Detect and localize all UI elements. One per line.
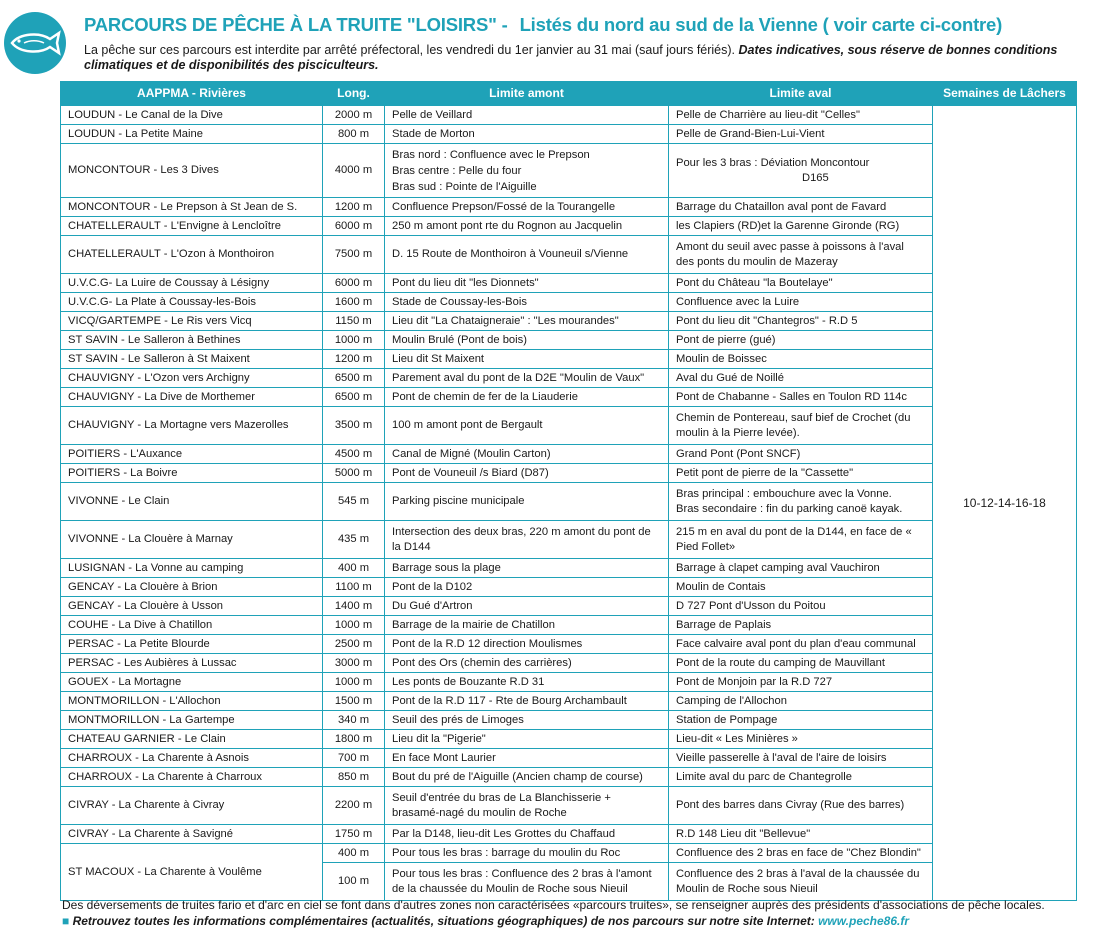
cell-amont: Pont de la D102 (385, 578, 669, 597)
cell-long: 2000 m (323, 106, 385, 125)
table-row (61, 236, 1077, 274)
cell-aval: Station de Pompage (669, 711, 933, 730)
cell-amont: En face Mont Laurier (385, 749, 669, 768)
table-row (61, 274, 1077, 293)
table-row (61, 407, 1077, 445)
cell-aappma: MONCONTOUR - Le Prepson à St Jean de S. (61, 198, 323, 217)
cell-amont: Parking piscine municipale (385, 483, 669, 521)
cell-aval-line: Bras principal : embouchure avec la Vonne. (676, 487, 892, 500)
trout-icon (4, 12, 66, 74)
cell-aval: Pont du lieu dit "Chantegros" - R.D 5 (669, 312, 933, 331)
cell-aappma: POITIERS - La Boivre (61, 464, 323, 483)
table-row (61, 597, 1077, 616)
page-title (84, 14, 1002, 36)
cell-aval: Pont de la route du camping de Mauvillant (669, 654, 933, 673)
cell-aval: Moulin de Boissec (669, 350, 933, 369)
cell-long: 2200 m (323, 787, 385, 825)
table-row (61, 312, 1077, 331)
cell-aval: 215 m en aval du pont de la D144, en face de « Pied Follet» (669, 521, 933, 559)
intro-rule: La pêche sur ces parcours est interdite par arrêté préfectoral, les vendredi du 1er janvier au 31 mai (sauf jours fériés). (84, 43, 736, 57)
cell-aval: Chemin de Pontereau, sauf bief de Crochet (du moulin à la Pierre levée). (669, 407, 933, 445)
table-row (61, 635, 1077, 654)
cell-long: 1000 m (323, 673, 385, 692)
cell-amont: Seuil d'entrée du bras de La Blanchisserie + brasamé-nagé du moulin de Roche (385, 787, 669, 825)
cell-long: 4000 m (323, 144, 385, 198)
table-row (61, 293, 1077, 312)
cell-aval: Grand Pont (Pont SNCF) (669, 445, 933, 464)
cell-aappma: VIVONNE - La Clouère à Marnay (61, 521, 323, 559)
cell-amont: Confluence Prepson/Fossé de la Tourangelle (385, 198, 669, 217)
cell-long: 1000 m (323, 331, 385, 350)
cell-long: 7500 m (323, 236, 385, 274)
cell-amont: Canal de Migné (Moulin Carton) (385, 445, 669, 464)
table-row (61, 559, 1077, 578)
cell-aappma: PERSAC - Les Aubières à Lussac (61, 654, 323, 673)
table-row (61, 388, 1077, 407)
header-aappma: AAPPMA - Rivières (61, 82, 323, 106)
cell-long: 340 m (323, 711, 385, 730)
cell-aappma: POITIERS - L'Auxance (61, 445, 323, 464)
cell-long: 3500 m (323, 407, 385, 445)
cell-aval: Face calvaire aval pont du plan d'eau communal (669, 635, 933, 654)
cell-aval: Lieu-dit « Les Minières » (669, 730, 933, 749)
cell-amont: Pont de Vouneuil /s Biard (D87) (385, 464, 669, 483)
cell-long: 400 m (323, 844, 385, 863)
cell-aval: Barrage de Paplais (669, 616, 933, 635)
cell-aappma: MONCONTOUR - Les 3 Dives (61, 144, 323, 198)
cell-amont: Lieu dit la "Pigerie" (385, 730, 669, 749)
cell-aappma: U.V.C.G- La Plate à Coussay-les-Bois (61, 293, 323, 312)
cell-aappma: CIVRAY - La Charente à Savigné (61, 825, 323, 844)
cell-amont: Pont de chemin de fer de la Liauderie (385, 388, 669, 407)
cell-amont-line: Bras sud : Pointe de l'Aiguille (392, 180, 537, 193)
table-row (61, 369, 1077, 388)
cell-aappma: COUHE - La Dive à Chatillon (61, 616, 323, 635)
cell-amont: Seuil des prés de Limoges (385, 711, 669, 730)
cell-amont (385, 144, 669, 198)
table-row (61, 673, 1077, 692)
cell-aval: R.D 148 Lieu dit "Bellevue" (669, 825, 933, 844)
cell-aval: Pont des barres dans Civray (Rue des barres) (669, 787, 933, 825)
cell-amont: Pont de la R.D 12 direction Moulismes (385, 635, 669, 654)
header-amont: Limite amont (385, 82, 669, 106)
cell-long: 400 m (323, 559, 385, 578)
cell-aappma: ST SAVIN - Le Salleron à St Maixent (61, 350, 323, 369)
table-row (61, 616, 1077, 635)
cell-amont: Par la D148, lieu-dit Les Grottes du Chaffaud (385, 825, 669, 844)
cell-aval (669, 144, 933, 198)
cell-long: 5000 m (323, 464, 385, 483)
cell-aval: les Clapiers (RD)et la Garenne Gironde (RG) (669, 217, 933, 236)
footer-website-text: Retrouvez toutes les informations complémentaires (actualités, situations géographiques) de nos parcours sur notre site Internet: (72, 914, 815, 928)
routes-table (60, 81, 1077, 901)
table-row (61, 445, 1077, 464)
table-row (61, 654, 1077, 673)
table-row (61, 125, 1077, 144)
table-row (61, 730, 1077, 749)
cell-long: 1200 m (323, 198, 385, 217)
cell-amont: Pont du lieu dit "les Dionnets" (385, 274, 669, 293)
cell-amont: Lieu dit St Maixent (385, 350, 669, 369)
cell-aval: Pelle de Charrière au lieu-dit "Celles" (669, 106, 933, 125)
cell-long: 100 m (323, 863, 385, 901)
cell-aval: Amont du seuil avec passe à poissons à l'aval des ponts du moulin de Mazeray (669, 236, 933, 274)
cell-long: 1100 m (323, 578, 385, 597)
cell-aappma: PERSAC - La Petite Blourde (61, 635, 323, 654)
table-row (61, 749, 1077, 768)
cell-long: 1600 m (323, 293, 385, 312)
cell-aval: Vieille passerelle à l'aval de l'aire de loisirs (669, 749, 933, 768)
cell-aappma: GENCAY - La Clouère à Usson (61, 597, 323, 616)
cell-aappma: CHATELLERAULT - L'Envigne à Lencloître (61, 217, 323, 236)
cell-long: 4500 m (323, 445, 385, 464)
table-row (61, 787, 1077, 825)
table-row (61, 331, 1077, 350)
table-row (61, 217, 1077, 236)
cell-long: 800 m (323, 125, 385, 144)
cell-aval: Confluence des 2 bras en face de "Chez Blondin" (669, 844, 933, 863)
cell-aappma: VIVONNE - Le Clain (61, 483, 323, 521)
cell-aval: Pelle de Grand-Bien-Lui-Vient (669, 125, 933, 144)
cell-long: 6000 m (323, 274, 385, 293)
intro-text (84, 43, 1094, 73)
cell-amont: Pont des Ors (chemin des carrières) (385, 654, 669, 673)
cell-amont: D. 15 Route de Monthoiron à Vouneuil s/Vienne (385, 236, 669, 274)
cell-aappma: LUSIGNAN - La Vonne au camping (61, 559, 323, 578)
table-header-row (61, 82, 1077, 106)
cell-aappma: CHARROUX - La Charente à Charroux (61, 768, 323, 787)
cell-long: 1500 m (323, 692, 385, 711)
cell-aval-line: D165 (802, 171, 829, 184)
cell-aval: Confluence des 2 bras à l'aval de la chaussée du Moulin de Roche sous Nieuil (669, 863, 933, 901)
cell-amont-line: Bras nord : Confluence avec le Prepson (392, 148, 590, 161)
cell-aappma: GOUEX - La Mortagne (61, 673, 323, 692)
table-row (61, 350, 1077, 369)
cell-long: 1400 m (323, 597, 385, 616)
cell-aval: Petit pont de pierre de la "Cassette" (669, 464, 933, 483)
cell-long: 6500 m (323, 369, 385, 388)
cell-amont: Pelle de Veillard (385, 106, 669, 125)
table-row (61, 198, 1077, 217)
header-weeks: Semaines de Lâchers (933, 82, 1077, 106)
cell-weeks: 10-12-14-16-18 (933, 106, 1077, 901)
cell-aappma: CHARROUX - La Charente à Asnois (61, 749, 323, 768)
cell-aappma: CHAUVIGNY - L'Ozon vers Archigny (61, 369, 323, 388)
cell-amont: Lieu dit "La Chataigneraie" : "Les mourandes" (385, 312, 669, 331)
cell-long: 1000 m (323, 616, 385, 635)
table-row (61, 825, 1077, 844)
cell-long: 1800 m (323, 730, 385, 749)
cell-long: 3000 m (323, 654, 385, 673)
cell-aappma: U.V.C.G- La Luire de Coussay à Lésigny (61, 274, 323, 293)
table-row (61, 711, 1077, 730)
header-aval: Limite aval (669, 82, 933, 106)
cell-long: 6500 m (323, 388, 385, 407)
cell-aappma: VICQ/GARTEMPE - Le Ris vers Vicq (61, 312, 323, 331)
cell-aappma: ST SAVIN - Le Salleron à Bethines (61, 331, 323, 350)
cell-aappma: CIVRAY - La Charente à Civray (61, 787, 323, 825)
cell-aval-line: Bras secondaire : fin du parking canoë kayak. (676, 502, 903, 515)
cell-aval: Pont de Chabanne - Salles en Toulon RD 114c (669, 388, 933, 407)
cell-amont: Les ponts de Bouzante R.D 31 (385, 673, 669, 692)
cell-aappma: CHATEAU GARNIER - Le Clain (61, 730, 323, 749)
cell-aappma: MONTMORILLON - L'Allochon (61, 692, 323, 711)
cell-long: 1750 m (323, 825, 385, 844)
cell-aval (669, 483, 933, 521)
title-subtitle: Listés du nord au sud de la Vienne ( voir carte ci-contre) (519, 14, 1003, 35)
table-row (61, 768, 1077, 787)
cell-amont: Pour tous les bras : barrage du moulin du Roc (385, 844, 669, 863)
cell-amont: Barrage de la mairie de Chatillon (385, 616, 669, 635)
header-long: Long. (323, 82, 385, 106)
cell-aval: Pont de Monjoin par la R.D 727 (669, 673, 933, 692)
cell-long: 700 m (323, 749, 385, 768)
cell-amont: Du Gué d'Artron (385, 597, 669, 616)
cell-amont: Stade de Coussay-les-Bois (385, 293, 669, 312)
bullet-icon: ■ (62, 914, 70, 928)
cell-aval: Pont de pierre (gué) (669, 331, 933, 350)
footer-note: Des déversements de truites fario et d'arc en ciel se font dans d'autres zones non caractérisées «parcours truites», se renseigner auprès des présidents d'associations de pêche locales. (62, 898, 1045, 912)
cell-aappma: CHAUVIGNY - La Dive de Morthemer (61, 388, 323, 407)
table-row (61, 692, 1077, 711)
cell-long: 6000 m (323, 217, 385, 236)
cell-aval: Moulin de Contais (669, 578, 933, 597)
cell-amont: 100 m amont pont de Bergault (385, 407, 669, 445)
website-link[interactable]: www.peche86.fr (818, 914, 910, 928)
cell-amont: Barrage sous la plage (385, 559, 669, 578)
cell-amont-line: Bras centre : Pelle du four (392, 164, 522, 177)
footer-website-line (62, 914, 909, 928)
cell-long: 435 m (323, 521, 385, 559)
table-row (61, 578, 1077, 597)
cell-aval: D 727 Pont d'Usson du Poitou (669, 597, 933, 616)
cell-aappma: LOUDUN - Le Canal de la Dive (61, 106, 323, 125)
cell-amont: 250 m amont pont rte du Rognon au Jacquelin (385, 217, 669, 236)
cell-aval: Barrage du Chataillon aval pont de Favard (669, 198, 933, 217)
logo (4, 12, 66, 74)
cell-amont: Moulin Brulé (Pont de bois) (385, 331, 669, 350)
cell-aappma: CHAUVIGNY - La Mortagne vers Mazerolles (61, 407, 323, 445)
cell-aval: Aval du Gué de Noillé (669, 369, 933, 388)
cell-aappma: CHATELLERAULT - L'Ozon à Monthoiron (61, 236, 323, 274)
cell-amont: Pont de la R.D 117 - Rte de Bourg Archambault (385, 692, 669, 711)
cell-long: 545 m (323, 483, 385, 521)
table-row (61, 521, 1077, 559)
cell-aappma: ST MACOUX - La Charente à Voulême (61, 844, 323, 901)
cell-long: 2500 m (323, 635, 385, 654)
cell-long: 850 m (323, 768, 385, 787)
cell-amont: Pour tous les bras : Confluence des 2 bras à l'amont de la chaussée du Moulin de Roche sous Nieuil (385, 863, 669, 901)
cell-aval-line: Pour les 3 bras : Déviation Moncontour (676, 156, 870, 169)
table-row (61, 144, 1077, 198)
cell-amont: Stade de Morton (385, 125, 669, 144)
cell-aval: Camping de l'Allochon (669, 692, 933, 711)
cell-aappma: GENCAY - La Clouère à Brion (61, 578, 323, 597)
cell-aappma: MONTMORILLON - La Gartempe (61, 711, 323, 730)
table-row (61, 106, 1077, 125)
cell-aval: Barrage à clapet camping aval Vauchiron (669, 559, 933, 578)
cell-long: 1200 m (323, 350, 385, 369)
cell-amont: Parement aval du pont de la D2E "Moulin de Vaux" (385, 369, 669, 388)
cell-aappma: LOUDUN - La Petite Maine (61, 125, 323, 144)
cell-amont: Bout du pré de l'Aiguille (Ancien champ de course) (385, 768, 669, 787)
cell-aval: Confluence avec la Luire (669, 293, 933, 312)
cell-aval: Pont du Château "la Boutelaye" (669, 274, 933, 293)
table-row (61, 844, 1077, 863)
table-row (61, 464, 1077, 483)
intro-dates: Dates indicatives, sous réserve de bonnes conditions climatiques et de disponibilités des pisciculteurs. (84, 43, 1058, 72)
title-main: PARCOURS DE PÊCHE À LA TRUITE "LOISIRS" - (84, 14, 508, 35)
table-row (61, 483, 1077, 521)
cell-amont: Intersection des deux bras, 220 m amont du pont de la D144 (385, 521, 669, 559)
cell-aval: Limite aval du parc de Chantegrolle (669, 768, 933, 787)
cell-long: 1150 m (323, 312, 385, 331)
